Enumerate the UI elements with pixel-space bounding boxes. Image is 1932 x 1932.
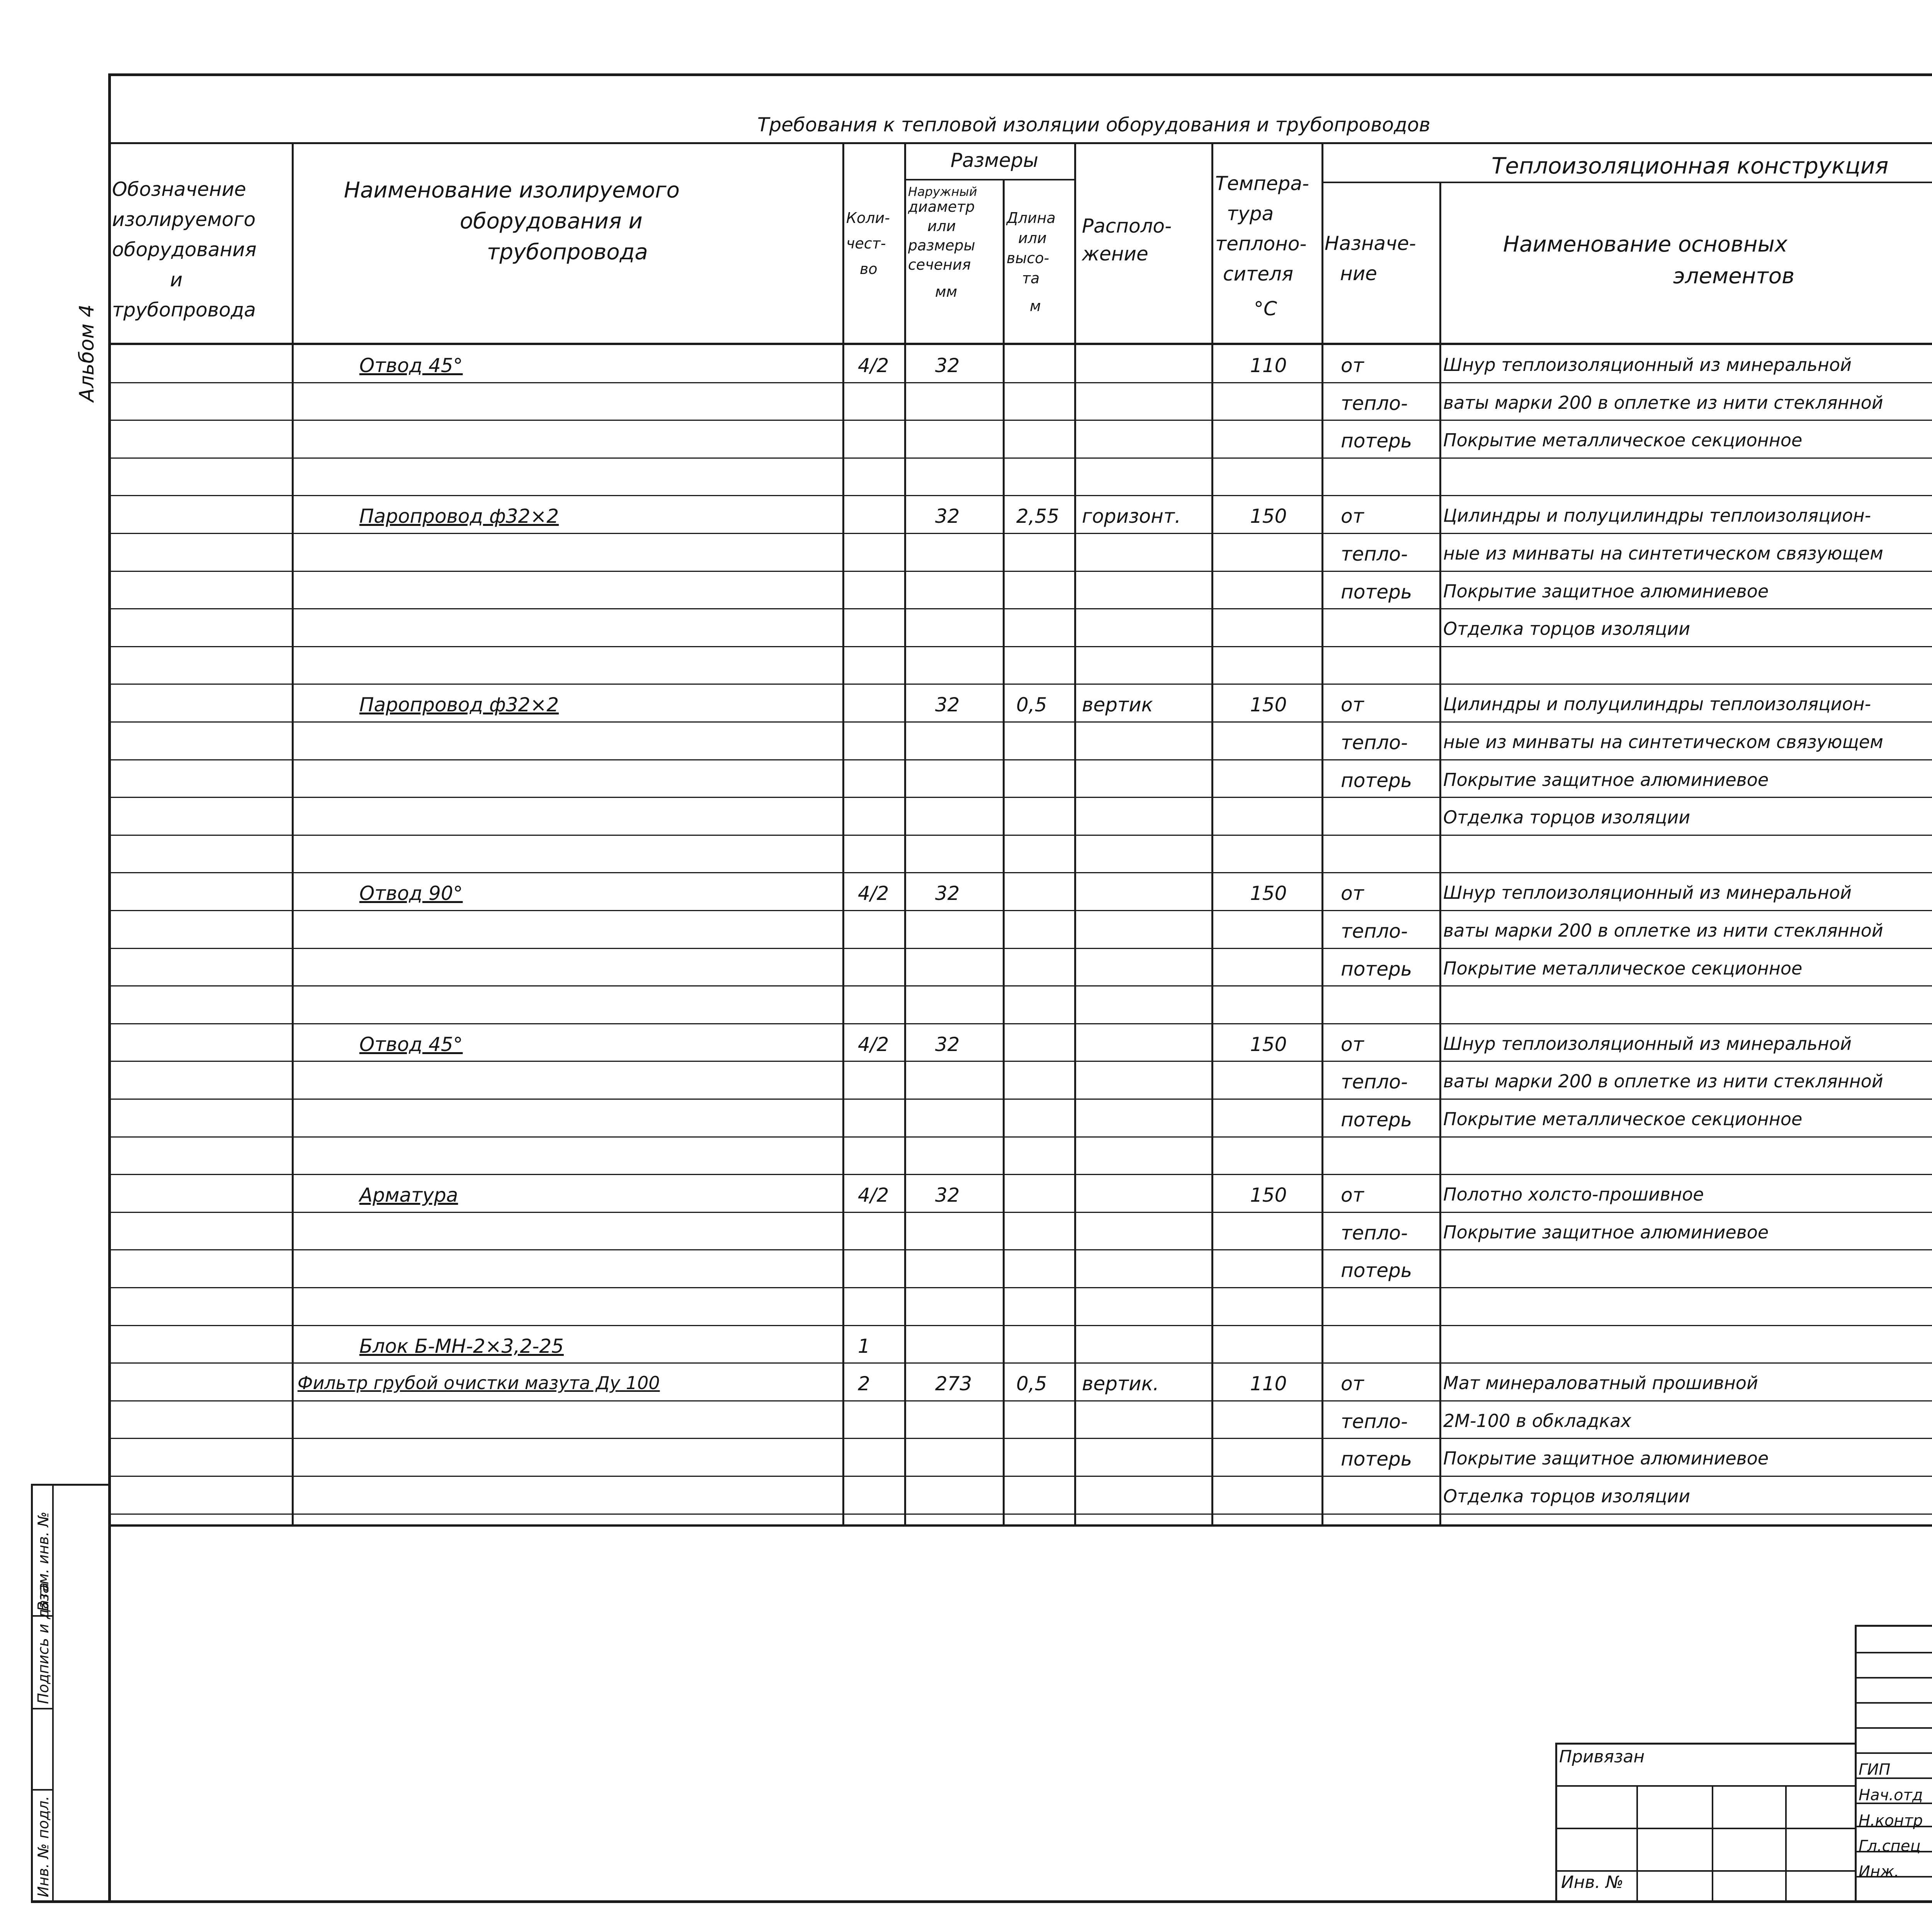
- cell-purpose: потерь: [1341, 430, 1412, 452]
- stamp-replacement-inv: Взам. инв. №: [35, 1511, 52, 1611]
- cell-element: ные из минваты на синтетическом связующем: [1443, 543, 1883, 564]
- cell-element: Покрытие защитное алюминиевое: [1443, 580, 1769, 602]
- cell-purpose: тепло-: [1341, 392, 1408, 415]
- cell-purpose: потерь: [1341, 1448, 1412, 1471]
- cell-purpose: от: [1341, 505, 1364, 528]
- cell-purpose: потерь: [1341, 1259, 1412, 1282]
- cell-qty: 4/2: [858, 1033, 889, 1056]
- header-diameter: Наружный диаметр или размеры сечения мм: [908, 184, 977, 300]
- cell-element: ные из минваты на синтетическом связующем: [1443, 731, 1883, 752]
- cell-purpose: от: [1341, 694, 1364, 716]
- cell-purpose: потерь: [1341, 769, 1412, 792]
- cell-len: 2,55: [1016, 505, 1060, 528]
- cell-len: 0,5: [1016, 1372, 1047, 1395]
- cell-name: Отвод 45°: [359, 354, 463, 377]
- cell-element: ваты марки 200 в оплетке из нити стеклянной: [1443, 1071, 1883, 1092]
- header-sizes: Размеры: [951, 149, 1039, 172]
- cell-qty: 4/2: [858, 882, 889, 905]
- cell-diam: 32: [935, 1184, 960, 1207]
- cell-purpose: тепло-: [1341, 543, 1408, 565]
- cell-purpose: от: [1341, 1184, 1364, 1207]
- cell-purpose: от: [1341, 1372, 1364, 1395]
- inv-no-label: Инв. №: [1561, 1872, 1624, 1892]
- cell-purpose: тепло-: [1341, 1410, 1408, 1433]
- cell-place: горизонт.: [1082, 505, 1181, 528]
- cell-element: Цилиндры и полуцилиндры теплоизоляцион-: [1443, 694, 1871, 715]
- cell-temp: 150: [1250, 1184, 1287, 1207]
- cell-element: Отделка торцов изоляции: [1443, 618, 1690, 639]
- cell-name: Отвод 45°: [359, 1033, 463, 1056]
- cell-purpose: тепло-: [1341, 920, 1408, 942]
- cell-name: Арматура: [359, 1184, 458, 1207]
- cell-purpose: от: [1341, 882, 1364, 905]
- cell-purpose: потерь: [1341, 580, 1412, 603]
- cell-diam: 32: [935, 1033, 960, 1056]
- cell-purpose: от: [1341, 354, 1364, 377]
- cell-temp: 150: [1250, 882, 1287, 905]
- cell-purpose: тепло-: [1341, 1071, 1408, 1094]
- cell-element: Покрытие защитное алюминиевое: [1443, 1448, 1769, 1469]
- cell-name: Паропровод ф32×2: [359, 694, 559, 716]
- header-purpose: Назначе- ние: [1325, 232, 1416, 285]
- header-elements: Наименование основных элементов: [1503, 232, 1795, 289]
- cell-purpose: потерь: [1341, 957, 1412, 980]
- cell-element: Покрытие металлическое секционное: [1443, 430, 1803, 451]
- cell-element: 2М-100 в обкладках: [1443, 1410, 1631, 1431]
- cell-element: Покрытие металлическое секционное: [1443, 1109, 1803, 1129]
- header-construction: Теплоизоляционная конструкция: [1492, 153, 1889, 179]
- cell-diam: 273: [935, 1372, 972, 1395]
- cell-element: Покрытие защитное алюминиевое: [1443, 769, 1769, 790]
- cell-place: вертик: [1082, 694, 1153, 716]
- cell-element: ваты марки 200 в оплетке из нити стеклянной: [1443, 920, 1883, 941]
- cell-len: 0,5: [1016, 694, 1047, 716]
- cell-name: Паропровод ф32×2: [359, 505, 559, 528]
- cell-purpose: от: [1341, 1033, 1364, 1056]
- cell-diam: 32: [935, 354, 960, 377]
- cell-diam: 32: [935, 882, 960, 905]
- privyazan-label: Привязан: [1559, 1747, 1645, 1767]
- cell-diam: 32: [935, 694, 960, 716]
- cell-element: Мат минераловатный прошивной: [1443, 1372, 1758, 1394]
- cell-element: Отделка торцов изоляции: [1443, 807, 1690, 828]
- cell-temp: 110: [1250, 1372, 1287, 1395]
- header-name: Наименование изолируемого оборудования и трубопровода: [344, 178, 680, 265]
- header-length: Длина или высо- та м: [1007, 209, 1056, 315]
- header-quantity: Коли- чест- во: [846, 209, 890, 277]
- cell-name: Фильтр грубой очистки мазута Ду 100: [298, 1372, 660, 1394]
- cell-temp: 150: [1250, 1033, 1287, 1056]
- header-placement: Располо- жение: [1082, 215, 1172, 265]
- cell-name: Отвод 90°: [359, 882, 463, 905]
- cell-element: Покрытие защитное алюминиевое: [1443, 1221, 1769, 1243]
- cell-qty: 4/2: [858, 1184, 889, 1207]
- cell-element: ваты марки 200 в оплетке из нити стеклянной: [1443, 392, 1883, 413]
- header-designation: Обозначение изолируемого оборудования и трубопровода: [112, 178, 257, 321]
- cell-element: Шнур теплоизоляционный из минеральной: [1443, 882, 1852, 903]
- header-temperature: Темпера- тура теплоно- сителя °С: [1215, 172, 1309, 320]
- cell-temp: 150: [1250, 694, 1287, 716]
- cell-element: Покрытие металлическое секционное: [1443, 957, 1803, 979]
- cell-element: Шнур теплоизоляционный из минеральной: [1443, 1033, 1852, 1054]
- cell-element: Отделка торцов изоляции: [1443, 1486, 1690, 1507]
- stamp-signature-date: Подпись и дата: [35, 1582, 52, 1704]
- table-title: Требования к тепловой изоляции оборудования и трубопроводов: [757, 114, 1430, 136]
- cell-purpose: тепло-: [1341, 731, 1408, 754]
- cell-element: Шнур теплоизоляционный из минеральной: [1443, 354, 1852, 375]
- stamp-inv-no: Инв. № подл.: [35, 1796, 52, 1897]
- album-label: Альбом 4: [75, 304, 99, 402]
- cell-element: Полотно холсто-прошивное: [1443, 1184, 1704, 1205]
- cell-purpose: потерь: [1341, 1109, 1412, 1131]
- cell-place: вертик.: [1082, 1372, 1159, 1395]
- cell-element: Цилиндры и полуцилиндры теплоизоляцион-: [1443, 505, 1871, 526]
- cell-purpose: тепло-: [1341, 1221, 1408, 1244]
- cell-diam: 32: [935, 505, 960, 528]
- cell-name: Блок Б-МН-2×3,2-25: [359, 1335, 564, 1357]
- cell-temp: 150: [1250, 505, 1287, 528]
- roles-column: ГИП Нач.отд Н.контр Гл.спец Инж.: [1859, 1761, 1923, 1881]
- cell-qty: 4/2: [858, 354, 889, 377]
- cell-qty: 2: [858, 1372, 870, 1395]
- cell-temp: 110: [1250, 354, 1287, 377]
- cell-qty: 1: [858, 1335, 870, 1357]
